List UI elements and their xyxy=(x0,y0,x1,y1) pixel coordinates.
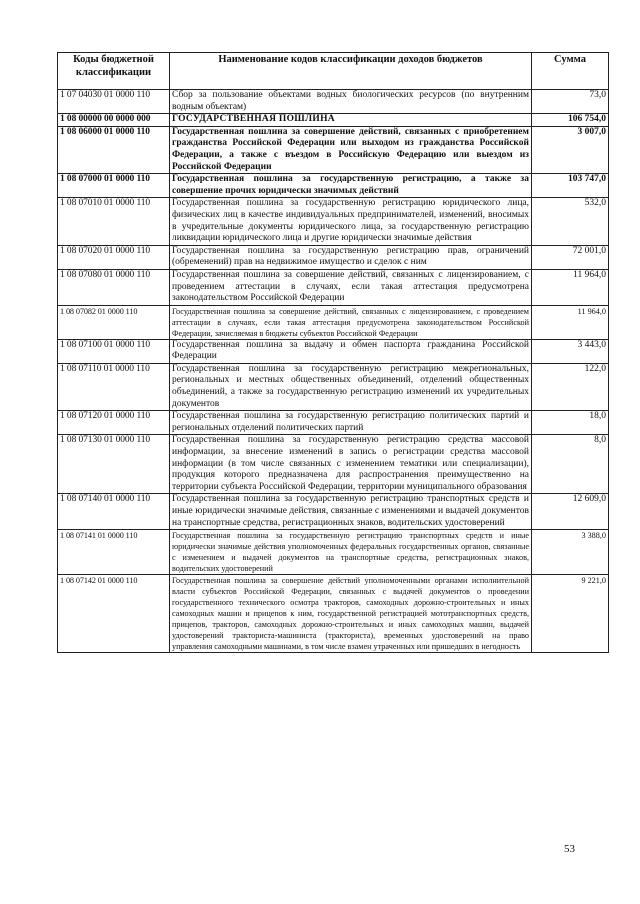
table-row xyxy=(58,90,609,114)
header-code: Коды бюджетной классификации xyxy=(58,53,170,90)
row-code: 1 08 07082 01 0000 110 xyxy=(58,305,170,339)
row-sum: 122,0 xyxy=(532,363,609,410)
table-row xyxy=(58,305,609,339)
table-row xyxy=(58,126,609,173)
row-sum: 11 964,0 xyxy=(532,269,609,305)
table-row xyxy=(58,339,609,363)
row-sum: 106 754,0 xyxy=(532,114,609,127)
table-row xyxy=(58,269,609,305)
row-code: 1 08 07130 01 0000 110 xyxy=(58,435,170,494)
table-row xyxy=(58,245,609,269)
row-code: 1 08 07080 01 0000 110 xyxy=(58,269,170,305)
document-page xyxy=(57,52,608,653)
row-name: Государственная пошлина за государственную регистрацию межрегиональных, региональных и местных общественных объединений, отделений общественных объединений, а также за государственную регистрацию изменений их учредительных документов xyxy=(170,363,532,410)
row-sum: 103 747,0 xyxy=(532,174,609,198)
row-name: Государственная пошлина за выдачу и обмен паспорта гражданина Российской Федерации xyxy=(170,339,532,363)
header-row xyxy=(58,53,609,90)
row-code: 1 08 07010 01 0000 110 xyxy=(58,198,170,245)
row-sum: 11 964,0 xyxy=(532,305,609,339)
row-sum: 3 007,0 xyxy=(532,126,609,173)
row-code: 1 08 07000 01 0000 110 xyxy=(58,174,170,198)
row-code: 1 08 07110 01 0000 110 xyxy=(58,363,170,410)
row-name: Государственная пошлина за государственную регистрацию средства массовой информации, за внесение изменений в запись о регистрации средства массовой информации (в том числе связанных с изменением тематики или специализации), продукция которого предназначена для распространения преимущественно на территории субъекта Российской Федерации, территории муниципального образования xyxy=(170,435,532,494)
page-number: 53 xyxy=(564,843,575,855)
row-sum: 9 221,0 xyxy=(532,575,609,653)
row-code: 1 08 07020 01 0000 110 xyxy=(58,245,170,269)
table-row xyxy=(58,494,609,530)
row-name: Государственная пошлина за совершение действий, связанных с лицензированием, с проведением аттестации в случаях, если такая аттестация предусмотрена законодательством Российской Федерации xyxy=(170,269,532,305)
row-name: Государственная пошлина за совершение действий, связанных с приобретением гражданства Российской Федерации или выходом из гражданства Российской Федерации, а также с въездом в Российскую Федерацию или выездом из Российской Федерации xyxy=(170,126,532,173)
row-name: Государственная пошлина за государственную регистрацию транспортных средств и иные юридически значимые действия, связанные с изменениями и выдачей документов на транспортные средства, регистрационных знаков, водительских удостоверений xyxy=(170,494,532,530)
row-name: Государственная пошлина за совершение действий уполномоченными органами исполнительной власти субъектов Российской Федерации, связанных с выдачей документов о проведении государственного технического осмотра тракторов, самоходных дорожно-строительных и иных самоходных машин и прицепов к ним, государственной регистрацией мототранспортных средств, прицепов, тракторов, самоходных дорожно-строительных и иных самоходных машин, выдачей удостоверений тракториста-машиниста (тракториста), временных удостоверений на право управления самоходными машинами, в том числе взамен утраченных или пришедших в негодность xyxy=(170,575,532,653)
row-code: 1 08 00000 00 0000 000 xyxy=(58,114,170,127)
row-name: Государственная пошлина за государственную регистрацию юридического лица, физических лиц в качестве индивидуальных предпринимателей, изменений, вносимых в учредительные документы юридического лица, за государственную регистрацию ликвидации юридического лица и другие юридически значимые действия xyxy=(170,198,532,245)
table-row xyxy=(58,575,609,653)
row-code: 1 08 07140 01 0000 110 xyxy=(58,494,170,530)
table-row xyxy=(58,363,609,410)
table-row xyxy=(58,114,609,127)
row-sum: 73,0 xyxy=(532,90,609,114)
table-header xyxy=(58,53,609,90)
row-sum: 12 609,0 xyxy=(532,494,609,530)
table-row xyxy=(58,435,609,494)
row-sum: 18,0 xyxy=(532,411,609,435)
row-name: Сбор за пользование объектами водных биологических ресурсов (по внутренним водным объектам) xyxy=(170,90,532,114)
table-row xyxy=(58,411,609,435)
row-name: Государственная пошлина за государственную регистрацию прав, ограничений (обременений) прав на недвижимое имущество и сделок с ним xyxy=(170,245,532,269)
table-row xyxy=(58,198,609,245)
row-sum: 3 388,0 xyxy=(532,530,609,575)
row-sum: 3 443,0 xyxy=(532,339,609,363)
row-sum: 532,0 xyxy=(532,198,609,245)
row-name: ГОСУДАРСТВЕННАЯ ПОШЛИНА xyxy=(170,114,532,127)
table-row xyxy=(58,530,609,575)
row-code: 1 08 07100 01 0000 110 xyxy=(58,339,170,363)
row-code: 1 08 07141 01 0000 110 xyxy=(58,530,170,575)
table-row xyxy=(58,174,609,198)
row-name: Государственная пошлина за государственную регистрацию транспортных средств и иные юридически значимые действия уполномоченных федеральных государственных органов, связанные с изменением и выдачей документов на транспортные средства, регистрационных знаков, водительских удостоверений xyxy=(170,530,532,575)
row-code: 1 07 04030 01 0000 110 xyxy=(58,90,170,114)
row-code: 1 08 06000 01 0000 110 xyxy=(58,126,170,173)
header-name: Наименование кодов классификации доходов бюджетов xyxy=(170,53,532,90)
row-name: Государственная пошлина за совершение действий, связанных с лицензированием, с проведением аттестации в случаях, если такая аттестация предусмотрена законодательством Российской Федерации, зачисляемая в бюджеты субъектов Российской Федерации xyxy=(170,305,532,339)
row-name: Государственная пошлина за государственную регистрацию, а также за совершение прочих юридически значимых действий xyxy=(170,174,532,198)
header-sum: Сумма xyxy=(532,53,609,90)
row-code: 1 08 07142 01 0000 110 xyxy=(58,575,170,653)
row-sum: 8,0 xyxy=(532,435,609,494)
budget-revenue-table xyxy=(57,52,609,653)
row-code: 1 08 07120 01 0000 110 xyxy=(58,411,170,435)
table-body xyxy=(58,90,609,653)
row-name: Государственная пошлина за государственную регистрацию политических партий и региональных отделений политических партий xyxy=(170,411,532,435)
row-sum: 72 001,0 xyxy=(532,245,609,269)
